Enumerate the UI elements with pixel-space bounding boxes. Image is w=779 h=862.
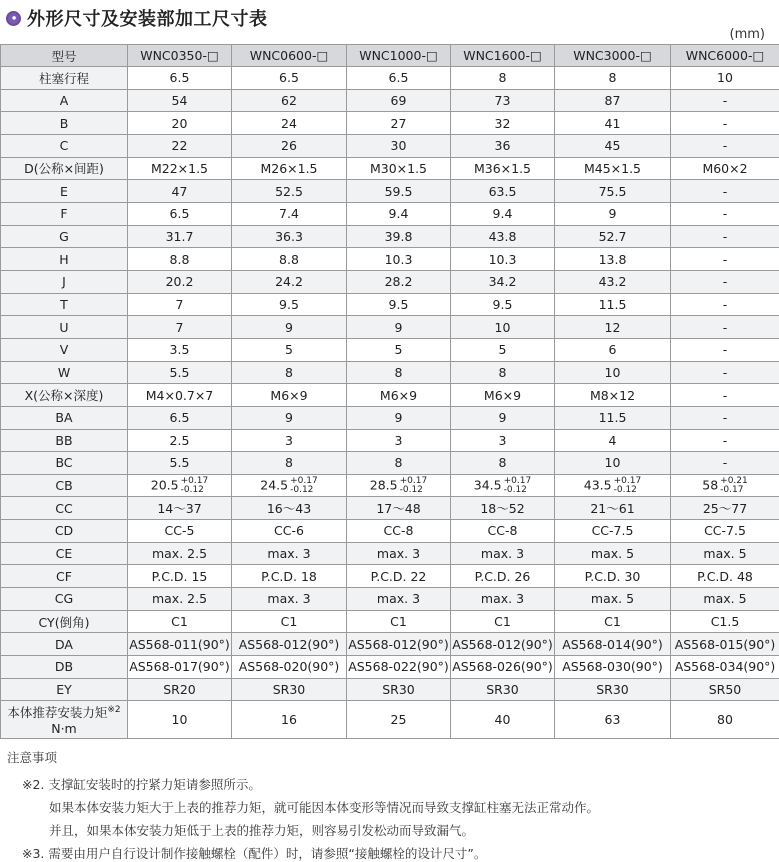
- table-row: [1, 338, 779, 361]
- table-cell: 10: [555, 452, 671, 475]
- table-cell: AS568-026(90°): [451, 656, 555, 679]
- table-cell: 7: [128, 293, 232, 316]
- table-cell: 80: [671, 701, 779, 739]
- table-cell: -: [671, 316, 779, 339]
- row-label: CC: [1, 497, 128, 520]
- table-row: [1, 293, 779, 316]
- table-cell: 21～61: [555, 497, 671, 520]
- column-header-2: WNC0600-□: [232, 45, 347, 67]
- table-row-torque: [1, 701, 779, 739]
- table-cell: C1: [451, 610, 555, 633]
- tolerance-upper: +0.17: [181, 477, 209, 486]
- table-cell: 9.4: [347, 202, 451, 225]
- row-label: BA: [1, 406, 128, 429]
- column-header-model: 型号: [1, 45, 128, 67]
- table-cell: 40: [451, 701, 555, 739]
- table-cell: 10.3: [451, 248, 555, 271]
- table-cell: 6.5: [347, 67, 451, 90]
- table-cell: 11.5: [555, 293, 671, 316]
- table-cell: 16: [232, 701, 347, 739]
- tolerance-range: [504, 477, 532, 495]
- table-cell: AS568-012(90°): [232, 633, 347, 656]
- table-cell: 3: [451, 429, 555, 452]
- table-cell: SR30: [451, 678, 555, 701]
- row-label: CD: [1, 520, 128, 543]
- table-cell: max. 3: [347, 588, 451, 611]
- tolerance-base: 24.5: [260, 477, 288, 492]
- table-row: [1, 633, 779, 656]
- column-header-6: WNC6000-□: [671, 45, 779, 67]
- table-cell: -: [671, 429, 779, 452]
- tolerance-base: 28.5: [370, 477, 398, 492]
- table-row: [1, 384, 779, 407]
- tolerance-lower: -0.12: [400, 486, 428, 495]
- table-cell: 8: [451, 452, 555, 475]
- table-cell: max. 3: [451, 588, 555, 611]
- torque-label-line1: 本体推荐安装力矩: [7, 705, 107, 720]
- table-cell: -: [671, 248, 779, 271]
- tolerance-cell: [128, 474, 232, 497]
- table-cell: 24.2: [232, 270, 347, 293]
- row-label-torque: [1, 701, 128, 739]
- table-cell: M4×0.7×7: [128, 384, 232, 407]
- table-cell: 12: [555, 316, 671, 339]
- table-cell: 7: [128, 316, 232, 339]
- table-cell: 22: [128, 134, 232, 157]
- table-cell: 6.5: [128, 406, 232, 429]
- tolerance-upper: +0.17: [614, 477, 642, 486]
- table-cell: 6.5: [232, 67, 347, 90]
- bullet-circle-icon: [6, 11, 21, 26]
- table-header-row: [1, 45, 779, 67]
- row-label: DA: [1, 633, 128, 656]
- tolerance-lower: -0.12: [181, 486, 209, 495]
- table-cell: 27: [347, 112, 451, 135]
- table-cell: 13.8: [555, 248, 671, 271]
- table-cell: 41: [555, 112, 671, 135]
- row-label: B: [1, 112, 128, 135]
- tolerance-upper: +0.17: [504, 477, 532, 486]
- row-label: X(公称×深度): [1, 384, 128, 407]
- table-cell: max. 5: [671, 588, 779, 611]
- tolerance-range: [400, 477, 428, 495]
- table-cell: SR30: [232, 678, 347, 701]
- table-body: [1, 67, 779, 739]
- tolerance-lower: -0.12: [504, 486, 532, 495]
- table-cell: 30: [347, 134, 451, 157]
- table-cell: max. 3: [232, 588, 347, 611]
- table-cell: 10.3: [347, 248, 451, 271]
- table-cell: 7.4: [232, 202, 347, 225]
- note-line-2: 如果本体安装力矩大于上表的推荐力矩，就可能因本体变形等情况而导致支撑缸柱塞无法正常动作。: [49, 798, 599, 816]
- table-cell: AS568-034(90°): [671, 656, 779, 679]
- table-cell: 47: [128, 180, 232, 203]
- table-cell: 10: [555, 361, 671, 384]
- row-label: BB: [1, 429, 128, 452]
- column-header-3: WNC1000-□: [347, 45, 451, 67]
- table-cell: 2.5: [128, 429, 232, 452]
- table-row: [1, 112, 779, 135]
- table-cell: 59.5: [347, 180, 451, 203]
- row-label: T: [1, 293, 128, 316]
- table-row: [1, 134, 779, 157]
- table-cell: M22×1.5: [128, 157, 232, 180]
- table-row: [1, 429, 779, 452]
- row-label: G: [1, 225, 128, 248]
- table-cell: 9.5: [232, 293, 347, 316]
- table-cell: 28.2: [347, 270, 451, 293]
- table-row: [1, 89, 779, 112]
- table-row: [1, 202, 779, 225]
- table-cell: -: [671, 406, 779, 429]
- table-cell: 20.2: [128, 270, 232, 293]
- table-cell: 5.5: [128, 452, 232, 475]
- table-cell: AS568-015(90°): [671, 633, 779, 656]
- table-cell: -: [671, 293, 779, 316]
- tolerance-range: [720, 477, 748, 495]
- table-cell: 5: [347, 338, 451, 361]
- table-cell: 9: [232, 316, 347, 339]
- table-cell: 36.3: [232, 225, 347, 248]
- tolerance-base: 58: [702, 477, 718, 492]
- column-header-1: WNC0350-□: [128, 45, 232, 67]
- table-cell: 54: [128, 89, 232, 112]
- tolerance-base: 34.5: [474, 477, 502, 492]
- table-cell: -: [671, 134, 779, 157]
- table-cell: 87: [555, 89, 671, 112]
- table-cell: 43.8: [451, 225, 555, 248]
- table-cell: SR50: [671, 678, 779, 701]
- column-header-5: WNC3000-□: [555, 45, 671, 67]
- table-cell: 31.7: [128, 225, 232, 248]
- table-cell: 20: [128, 112, 232, 135]
- note-line-3: 并且，如果本体安装力矩低于上表的推荐力矩，则容易引发松动而导致漏气。: [49, 821, 474, 839]
- table-cell: 52.5: [232, 180, 347, 203]
- tolerance-cell: [232, 474, 347, 497]
- table-cell: SR30: [555, 678, 671, 701]
- row-label: C: [1, 134, 128, 157]
- row-label: CY(倒角): [1, 610, 128, 633]
- table-cell: P.C.D. 30: [555, 565, 671, 588]
- row-label: A: [1, 89, 128, 112]
- note-line-4: ※3. 需要由用户自行设计制作接触螺栓（配件）时，请参照“接触螺栓的设计尺寸”。: [22, 844, 486, 862]
- table-cell: 63.5: [451, 180, 555, 203]
- table-cell: C1: [555, 610, 671, 633]
- tolerance-base: 43.5: [584, 477, 612, 492]
- table-cell: 9: [451, 406, 555, 429]
- table-cell: 10: [671, 67, 779, 90]
- table-cell: P.C.D. 26: [451, 565, 555, 588]
- table-cell: 43.2: [555, 270, 671, 293]
- unit-label: (mm): [730, 27, 765, 42]
- table-cell: max. 3: [232, 542, 347, 565]
- table-cell: C1.5: [671, 610, 779, 633]
- table-cell: SR20: [128, 678, 232, 701]
- table-row: [1, 361, 779, 384]
- row-label: CE: [1, 542, 128, 565]
- tolerance-cell: [671, 474, 779, 497]
- row-label: H: [1, 248, 128, 271]
- table-cell: P.C.D. 18: [232, 565, 347, 588]
- table-cell: -: [671, 180, 779, 203]
- table-cell: 3.5: [128, 338, 232, 361]
- table-cell: M36×1.5: [451, 157, 555, 180]
- table-cell: max. 3: [451, 542, 555, 565]
- table-cell: 16～43: [232, 497, 347, 520]
- table-row: [1, 520, 779, 543]
- table-row: [1, 497, 779, 520]
- row-label: U: [1, 316, 128, 339]
- table-row: [1, 588, 779, 611]
- table-cell: 8: [555, 67, 671, 90]
- table-cell: 17～48: [347, 497, 451, 520]
- table-row: [1, 180, 779, 203]
- table-cell: 34.2: [451, 270, 555, 293]
- table-cell: M45×1.5: [555, 157, 671, 180]
- note-line-1: ※2. 支撑缸安装时的拧紧力矩请参照所示。: [22, 775, 261, 793]
- table-cell: AS568-012(90°): [451, 633, 555, 656]
- table-cell: AS568-014(90°): [555, 633, 671, 656]
- table-cell: 14～37: [128, 497, 232, 520]
- table-cell: CC-8: [451, 520, 555, 543]
- table-cell: AS568-020(90°): [232, 656, 347, 679]
- table-cell: -: [671, 452, 779, 475]
- table-cell: max. 3: [347, 542, 451, 565]
- table-row: [1, 542, 779, 565]
- table-cell: 26: [232, 134, 347, 157]
- table-cell: 6.5: [128, 67, 232, 90]
- table-cell: 73: [451, 89, 555, 112]
- table-row: [1, 565, 779, 588]
- table-cell: 45: [555, 134, 671, 157]
- table-cell: 9: [555, 202, 671, 225]
- table-cell: 9.5: [347, 293, 451, 316]
- table-cell: max. 2.5: [128, 542, 232, 565]
- tolerance-cell: [555, 474, 671, 497]
- table-cell: 75.5: [555, 180, 671, 203]
- table-row: [1, 678, 779, 701]
- table-cell: M30×1.5: [347, 157, 451, 180]
- table-cell: 9.5: [451, 293, 555, 316]
- table-cell: -: [671, 89, 779, 112]
- table-cell: max. 2.5: [128, 588, 232, 611]
- table-cell: M60×2: [671, 157, 779, 180]
- table-row: [1, 406, 779, 429]
- table-cell: -: [671, 338, 779, 361]
- table-cell: 8: [347, 452, 451, 475]
- tolerance-lower: -0.12: [290, 486, 318, 495]
- table-cell: 3: [232, 429, 347, 452]
- row-label: 柱塞行程: [1, 67, 128, 90]
- table-cell: 69: [347, 89, 451, 112]
- table-cell: 8: [451, 361, 555, 384]
- row-label: BC: [1, 452, 128, 475]
- tolerance-lower: -0.17: [720, 486, 748, 495]
- table-cell: 18～52: [451, 497, 555, 520]
- torque-label-mark: ※2: [107, 705, 120, 715]
- table-row: [1, 452, 779, 475]
- row-label: DB: [1, 656, 128, 679]
- row-label: E: [1, 180, 128, 203]
- tolerance-range: [614, 477, 642, 495]
- table-cell: 11.5: [555, 406, 671, 429]
- row-label: D(公称×间距): [1, 157, 128, 180]
- table-cell: CC-5: [128, 520, 232, 543]
- tolerance-upper: +0.17: [400, 477, 428, 486]
- table-row: [1, 225, 779, 248]
- table-row: [1, 270, 779, 293]
- table-cell: 36: [451, 134, 555, 157]
- table-cell: 10: [451, 316, 555, 339]
- table-cell: P.C.D. 15: [128, 565, 232, 588]
- table-cell: 8: [347, 361, 451, 384]
- table-cell: CC-7.5: [555, 520, 671, 543]
- table-cell: 8.8: [128, 248, 232, 271]
- row-label: W: [1, 361, 128, 384]
- page-title: [6, 5, 268, 31]
- tolerance-lower: -0.12: [614, 486, 642, 495]
- table-cell: -: [671, 361, 779, 384]
- table-cell: AS568-017(90°): [128, 656, 232, 679]
- row-label: CF: [1, 565, 128, 588]
- notes-title: 注意事项: [7, 748, 57, 766]
- table-cell: -: [671, 112, 779, 135]
- table-cell: 32: [451, 112, 555, 135]
- table-cell: -: [671, 384, 779, 407]
- table-cell: 9: [347, 406, 451, 429]
- row-label: V: [1, 338, 128, 361]
- table-cell: P.C.D. 48: [671, 565, 779, 588]
- table-cell: max. 5: [671, 542, 779, 565]
- table-cell: 8: [232, 361, 347, 384]
- table-row: [1, 656, 779, 679]
- table-cell: -: [671, 270, 779, 293]
- table-row: [1, 157, 779, 180]
- tolerance-cell: [347, 474, 451, 497]
- table-cell: 9.4: [451, 202, 555, 225]
- dimension-table: [0, 44, 779, 739]
- table-cell: P.C.D. 22: [347, 565, 451, 588]
- table-cell: 8.8: [232, 248, 347, 271]
- table-cell: 5: [451, 338, 555, 361]
- table-cell: 3: [347, 429, 451, 452]
- tolerance-range: [290, 477, 318, 495]
- table-cell: C1: [128, 610, 232, 633]
- table-cell: C1: [347, 610, 451, 633]
- table-cell: 8: [232, 452, 347, 475]
- tolerance-upper: +0.21: [720, 477, 748, 486]
- table-cell: 4: [555, 429, 671, 452]
- table-cell: 8: [451, 67, 555, 90]
- table-cell: 62: [232, 89, 347, 112]
- table-cell: max. 5: [555, 588, 671, 611]
- table-cell: AS568-011(90°): [128, 633, 232, 656]
- table-cell: CC-7.5: [671, 520, 779, 543]
- row-label: EY: [1, 678, 128, 701]
- row-label: CG: [1, 588, 128, 611]
- tolerance-cell: [451, 474, 555, 497]
- table-row-cb: [1, 474, 779, 497]
- table-row: [1, 316, 779, 339]
- table-cell: M8×12: [555, 384, 671, 407]
- table-cell: M26×1.5: [232, 157, 347, 180]
- tolerance-base: 20.5: [151, 477, 179, 492]
- table-cell: CC-8: [347, 520, 451, 543]
- row-label: CB: [1, 474, 128, 497]
- torque-label-unit: N·m: [51, 721, 77, 736]
- table-cell: M6×9: [232, 384, 347, 407]
- row-label: F: [1, 202, 128, 225]
- tolerance-upper: +0.17: [290, 477, 318, 486]
- table-cell: 6.5: [128, 202, 232, 225]
- table-row: [1, 67, 779, 90]
- table-cell: C1: [232, 610, 347, 633]
- table-cell: 25: [347, 701, 451, 739]
- table-row: [1, 610, 779, 633]
- table-cell: 5: [232, 338, 347, 361]
- table-cell: 25～77: [671, 497, 779, 520]
- row-label: J: [1, 270, 128, 293]
- table-cell: AS568-030(90°): [555, 656, 671, 679]
- table-cell: 63: [555, 701, 671, 739]
- table-cell: 10: [128, 701, 232, 739]
- table-cell: 24: [232, 112, 347, 135]
- table-cell: SR30: [347, 678, 451, 701]
- table-cell: AS568-012(90°): [347, 633, 451, 656]
- table-cell: 39.8: [347, 225, 451, 248]
- table-cell: M6×9: [347, 384, 451, 407]
- table-cell: CC-6: [232, 520, 347, 543]
- table-row: [1, 248, 779, 271]
- table-cell: -: [671, 225, 779, 248]
- table-cell: 9: [347, 316, 451, 339]
- column-header-4: WNC1600-□: [451, 45, 555, 67]
- table-cell: -: [671, 202, 779, 225]
- table-cell: 52.7: [555, 225, 671, 248]
- table-cell: 5.5: [128, 361, 232, 384]
- table-cell: M6×9: [451, 384, 555, 407]
- table-cell: AS568-022(90°): [347, 656, 451, 679]
- tolerance-range: [181, 477, 209, 495]
- table-cell: 9: [232, 406, 347, 429]
- table-cell: max. 5: [555, 542, 671, 565]
- page-title-text: 外形尺寸及安装部加工尺寸表: [27, 5, 268, 31]
- table-cell: 6: [555, 338, 671, 361]
